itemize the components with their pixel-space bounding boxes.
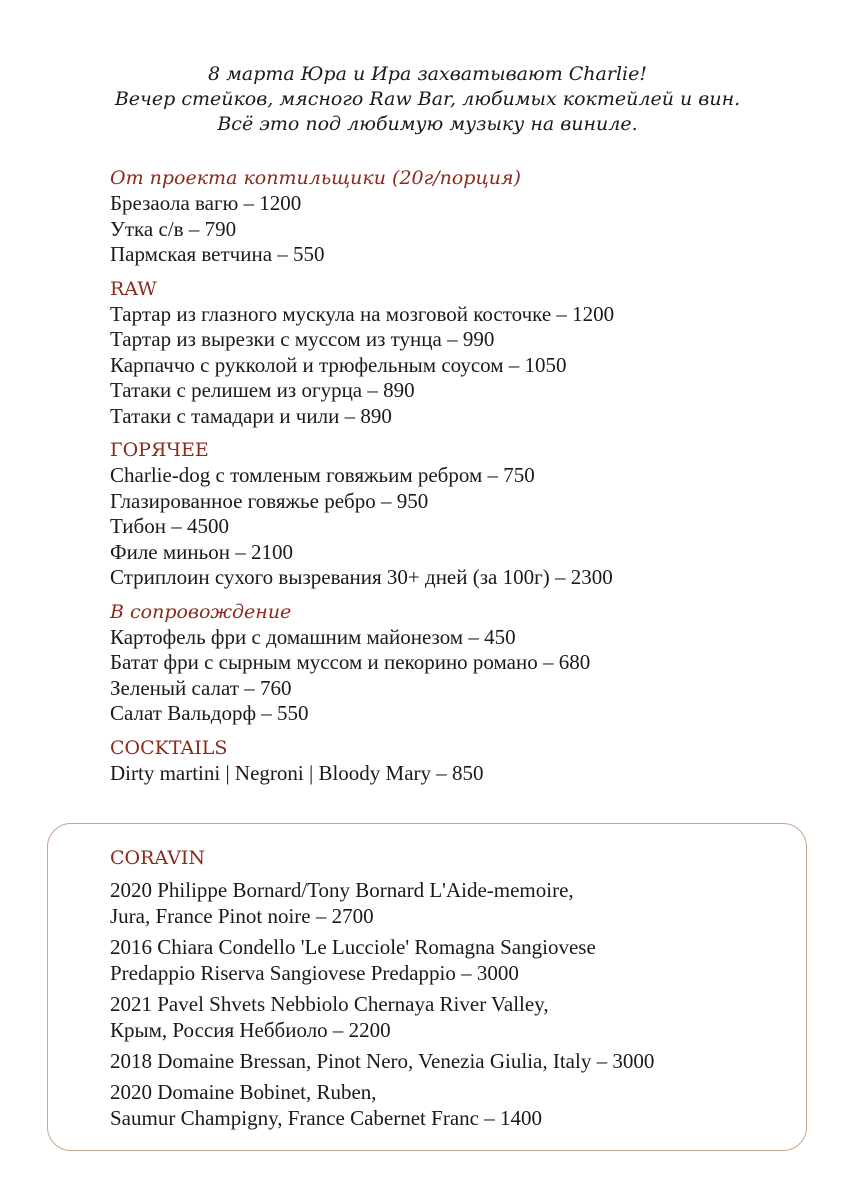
menu-item: Dirty martini | Negroni | Bloody Mary – 850 (110, 760, 484, 785)
menu-item: Татаки с релишем из огурца – 890 (110, 378, 415, 402)
wine-item (110, 991, 800, 1043)
menu-item: Зеленый салат – 760 (110, 675, 292, 700)
wine-item (110, 1079, 800, 1131)
menu-item: Карпаччо с рукколой и трюфельным соусом – 1050 (110, 352, 567, 377)
section-cocktails (110, 735, 810, 787)
menu-item: Утка с/в – 790 (110, 216, 237, 241)
intro-line: 8 марта Юра и Ира захватывают Charlie! (207, 63, 647, 85)
section-title: RAW (110, 277, 157, 300)
menu-item: Батат фри с сырным муссом и пекорино романо – 680 (110, 650, 591, 674)
menu-item: Глазированное говяжье ребро – 950 (110, 488, 429, 513)
menu-item: Картофель фри с домашним майонезом – 450 (110, 624, 516, 649)
menu-item: Брезаола вагю – 1200 (110, 191, 302, 215)
wine-item (110, 934, 800, 986)
section-sides (110, 599, 810, 727)
wine-line: Крым, Россия Неббиоло – 2200 (110, 1018, 391, 1042)
menu-item: Салат Вальдорф – 550 (110, 701, 309, 725)
wine-line: 2020 Philippe Bornard/Tony Bornard L'Aide-memoire, (110, 878, 574, 902)
intro-line: Всё это под любимую музыку на виниле. (217, 113, 638, 135)
section-title: ГОРЯЧЕЕ (110, 439, 209, 461)
section-raw (110, 276, 810, 430)
section-smokehouse (110, 165, 810, 268)
menu-item: Тартар из глазного мускула на мозговой косточке – 1200 (110, 301, 615, 326)
section-title: От проекта коптильщики (20г/порция) (110, 167, 521, 189)
menu-item: Филе миньон – 2100 (110, 539, 293, 564)
section-title: В сопровождение (110, 600, 292, 623)
intro-line: Вечер стейков, мясного Raw Bar, любимых коктейлей и вин. (114, 88, 741, 110)
menu-item: Стриплоин сухого вызревания 30+ дней (за 100г) – 2300 (110, 565, 613, 589)
wine-item (110, 877, 800, 929)
intro-text (0, 62, 855, 137)
section-hot (110, 437, 810, 591)
wine-line: 2018 Domaine Bressan, Pinot Nero, Venezia Giulia, Italy – 3000 (110, 1049, 655, 1073)
wine-line: Predappio Riserva Sangiovese Predappio – 3000 (110, 961, 519, 985)
wine-line: Jura, France Pinot noire – 2700 (110, 904, 374, 928)
menu-item: Пармская ветчина – 550 (110, 242, 325, 266)
section-coravin (110, 845, 800, 1136)
menu (110, 165, 810, 794)
menu-item: Тартар из вырезки с муссом из тунца – 990 (110, 327, 495, 351)
wine-line: 2016 Chiara Condello 'Le Lucciole' Romagna Sangiovese (110, 935, 596, 959)
wine-line: Saumur Champigny, France Cabernet Franc – 1400 (110, 1106, 542, 1130)
wine-line: 2021 Pavel Shvets Nebbiolo Chernaya River Valley, (110, 992, 549, 1016)
section-title: COCKTAILS (110, 736, 228, 759)
menu-item: Charlie-dog с томленым говяжьим ребром – 750 (110, 463, 535, 487)
wine-item (110, 1048, 800, 1074)
menu-item: Тибон – 4500 (110, 514, 229, 538)
wine-line: 2020 Domaine Bobinet, Ruben, (110, 1080, 377, 1104)
menu-item: Татаки с тамадари и чили – 890 (110, 403, 392, 428)
section-title: CORAVIN (110, 847, 206, 869)
